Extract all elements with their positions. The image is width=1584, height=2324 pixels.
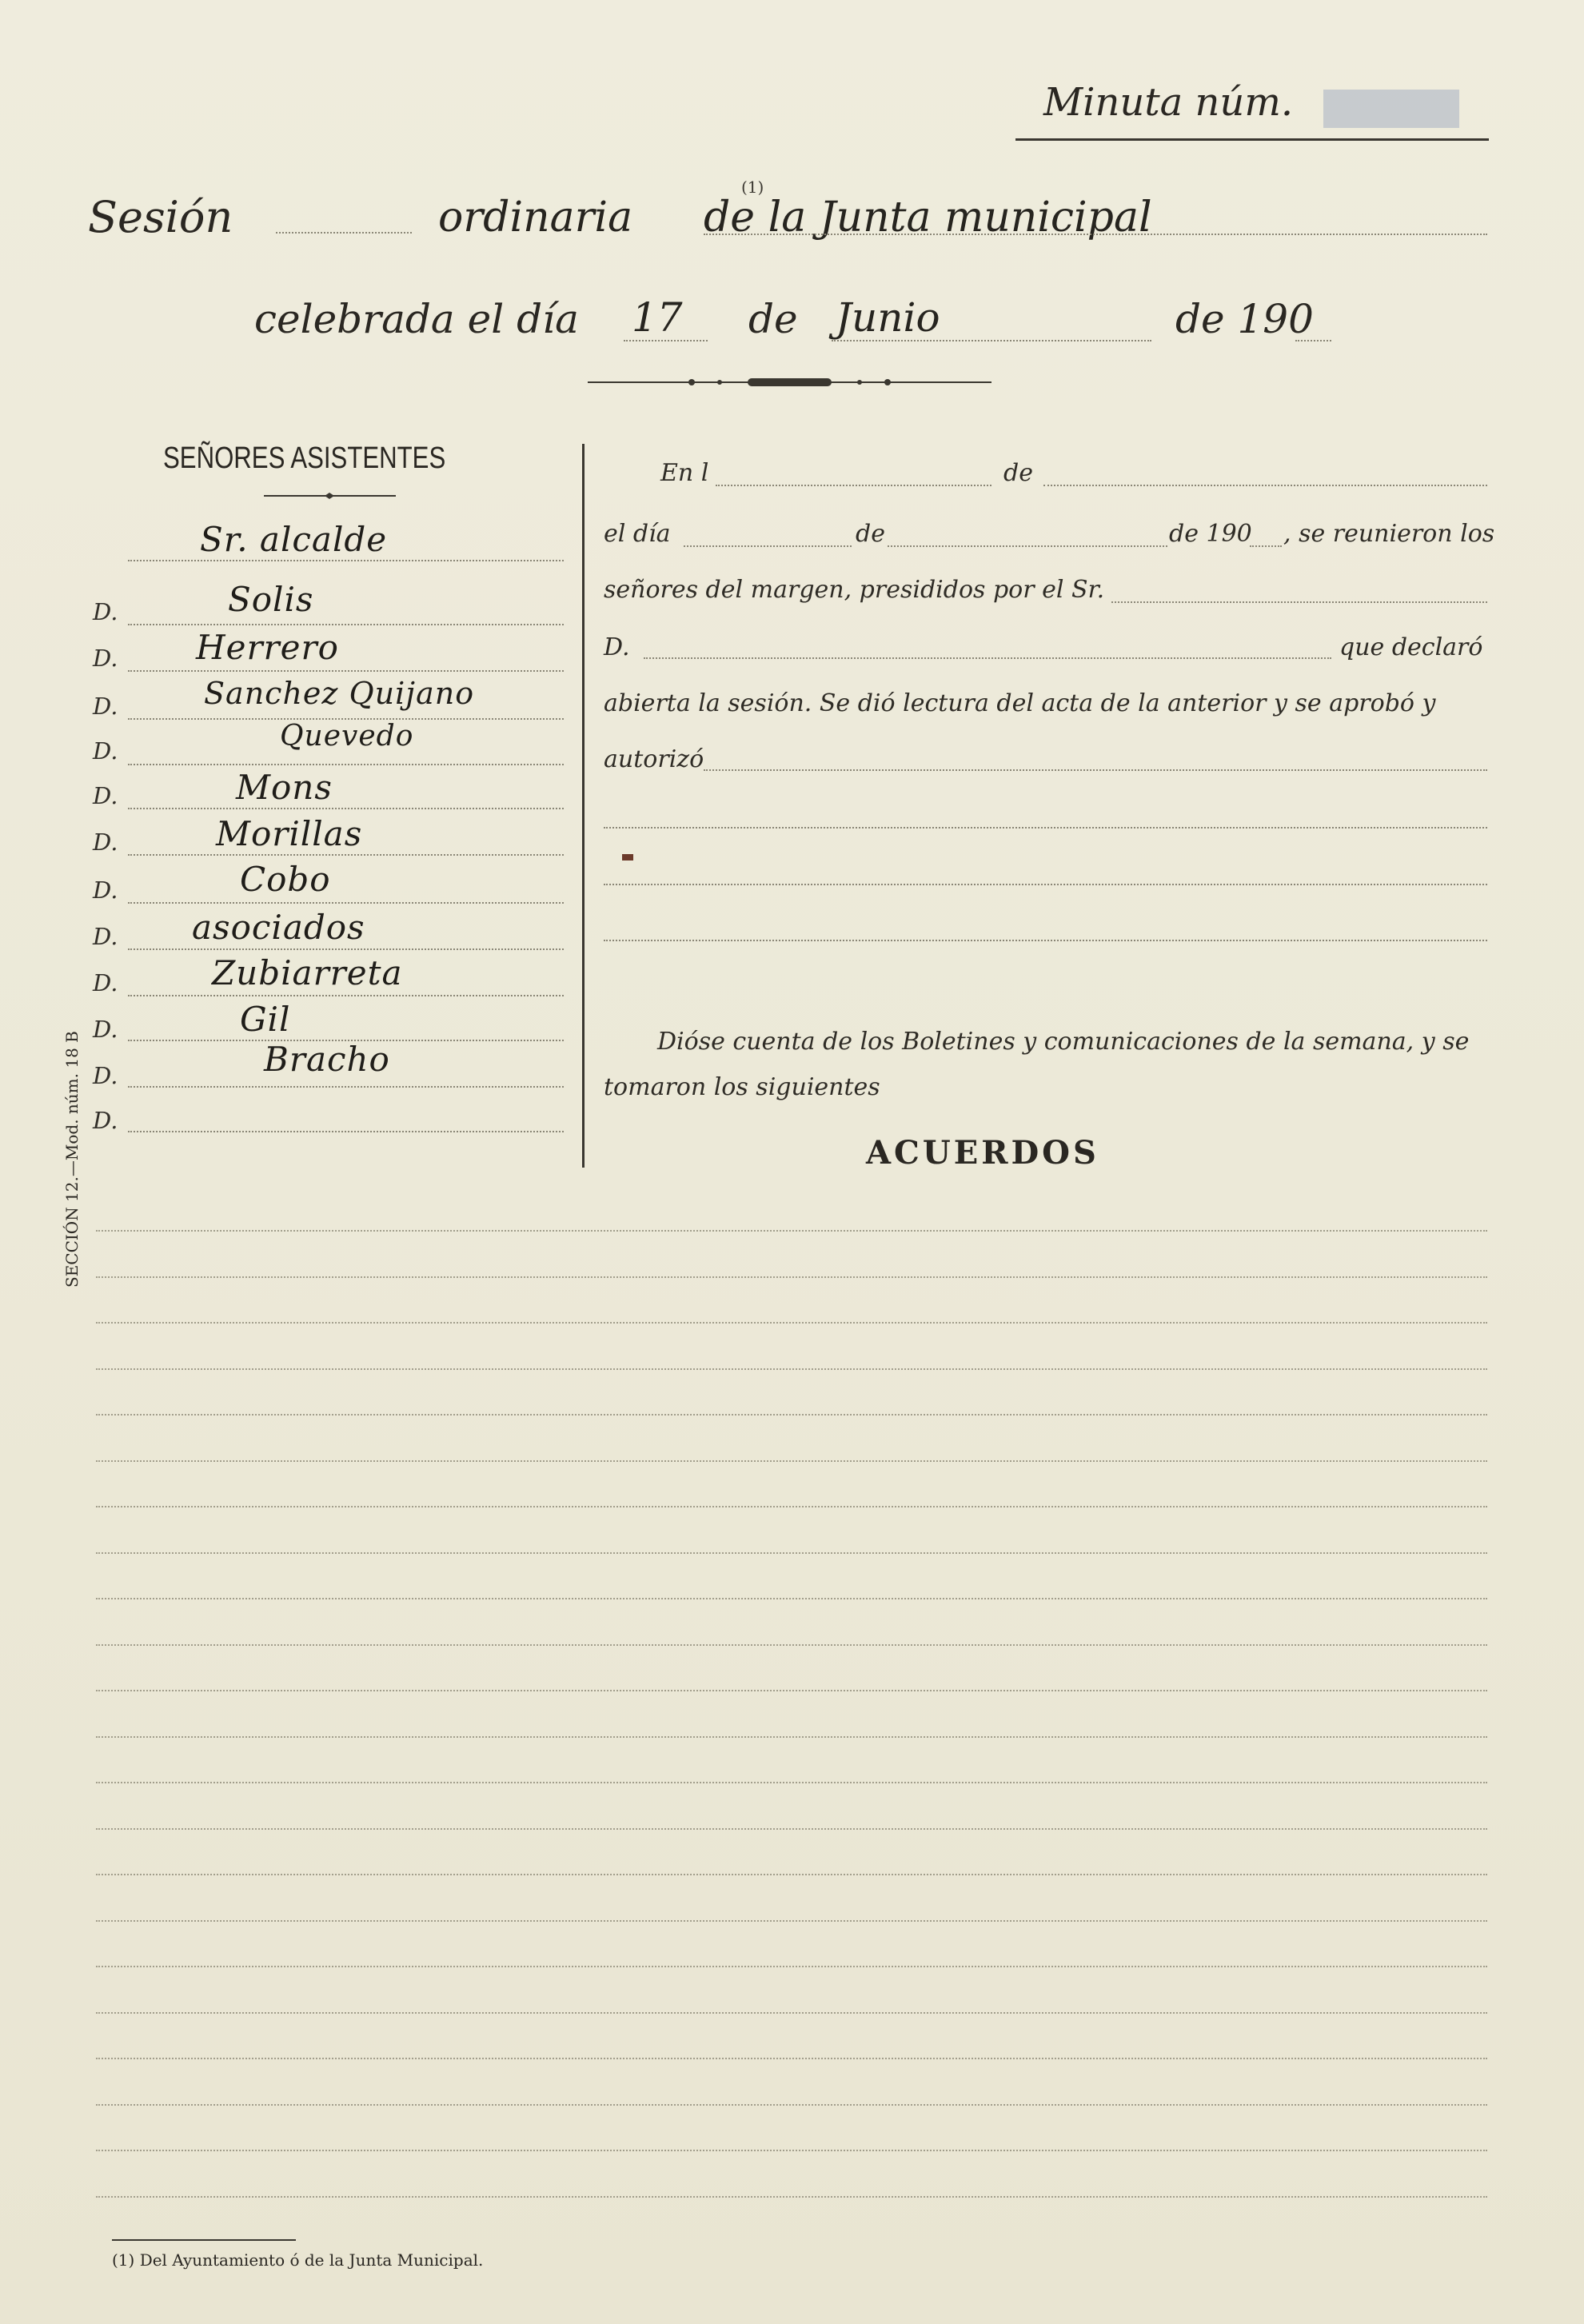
attendee-prefix: D.: [93, 1062, 118, 1089]
celebrated-label: celebrada el día: [254, 296, 579, 342]
ruled-line: [96, 2150, 1487, 2151]
blank-dotline: [604, 884, 1487, 885]
attendee-name: Quevedo: [280, 720, 414, 753]
ruled-line: [96, 1920, 1487, 1922]
en-dotline: [716, 485, 991, 486]
footnote-marker: (1): [741, 178, 764, 197]
declaro-text: que declaró: [1339, 633, 1483, 661]
ruled-line: [96, 1782, 1487, 1783]
footnote-rule: [112, 2239, 296, 2241]
attendee-name: Sanchez Quijano: [204, 676, 475, 711]
attendee-prefix: D.: [93, 923, 118, 950]
session-month: Junio: [836, 294, 940, 341]
attendee-prefix: D.: [93, 876, 118, 904]
blank-dotline: [604, 940, 1487, 941]
year-label-2: de 190: [1169, 520, 1252, 548]
ruled-line: [96, 1552, 1487, 1554]
ruled-line: [96, 1460, 1487, 1462]
attendees-heading: SEÑORES ASISTENTES: [163, 441, 446, 475]
diose-line: Dióse cuenta de los Boletines y comunicaciones de la semana, y se: [657, 1028, 1470, 1056]
attendee-dotline: [128, 808, 564, 809]
ruled-line: [96, 1506, 1487, 1507]
attendee-prefix: D.: [93, 1107, 118, 1134]
tomaron-line: tomaron los siguientes: [604, 1073, 880, 1101]
ruled-line: [96, 2012, 1487, 2014]
attendee-dotline: [128, 854, 564, 856]
day-dotline: [624, 340, 708, 341]
session-title: Sesión: [88, 192, 233, 242]
attendee-dotline: [128, 948, 564, 950]
attendee-prefix: D.: [93, 829, 118, 856]
presiding-dotline: [128, 560, 564, 561]
year-dotline-2: [1250, 545, 1282, 547]
attendee-prefix: D.: [93, 1016, 118, 1043]
ruled-line: [96, 1368, 1487, 1370]
de-label: de: [748, 296, 798, 342]
margin-line: señores del margen, presididos por el Sr.: [604, 576, 1105, 604]
attendee-prefix: D.: [93, 782, 118, 809]
attendee-name: Zubiarreta: [212, 953, 403, 992]
session-body-dotline: [704, 234, 1487, 235]
en-label: En l: [660, 459, 709, 487]
ruled-line: [96, 2058, 1487, 2059]
footnote-text: (1) Del Ayuntamiento ó de la Junta Municipal.: [112, 2250, 484, 2270]
de-label: de: [1003, 459, 1033, 487]
attendee-name: Cobo: [240, 860, 331, 899]
session-body: de la Junta municipal: [704, 194, 1152, 242]
d-dotline: [644, 657, 1331, 659]
ruled-line: [96, 1322, 1487, 1324]
ruled-line: [96, 1644, 1487, 1646]
session-dotline: [276, 232, 412, 234]
attendee-name: Solis: [228, 580, 314, 619]
el-dia-dotline: [684, 545, 852, 547]
autorizo-text: autorizó: [604, 745, 704, 773]
minute-underline: [1015, 138, 1489, 141]
attendee-name: Bracho: [264, 1040, 390, 1079]
ruled-line: [96, 1230, 1487, 1232]
side-section-label: SECCIÓN 12.—Mod. núm. 18 B: [62, 1031, 82, 1288]
ruled-line: [96, 1828, 1487, 1830]
ruled-line: [96, 1690, 1487, 1691]
blank-dotline: [604, 827, 1487, 829]
attendee-dotline: [128, 995, 564, 996]
de-label-2: de: [856, 520, 885, 548]
attendee-dotline: [128, 764, 564, 765]
minute-number-label: Minuta núm.: [1043, 80, 1294, 125]
attendee-name: Gil: [240, 1000, 291, 1039]
attendee-prefix: D.: [93, 598, 118, 625]
attendee-prefix: D.: [93, 645, 118, 672]
attendee-prefix: D.: [93, 737, 118, 765]
abierta-line: abierta la sesión. Se dió lectura del acta de la anterior y se aprobó y: [604, 689, 1436, 717]
attendee-dotline: [128, 1086, 564, 1088]
attendee-name: Mons: [236, 768, 333, 807]
ruled-line: [96, 1276, 1487, 1278]
attendee-prefix: D.: [93, 969, 118, 996]
presiding-name: Sr. alcalde: [200, 520, 388, 559]
session-day: 17: [632, 294, 683, 341]
ruled-line: [96, 1598, 1487, 1599]
reunieron-text: , se reunieron los: [1283, 520, 1495, 548]
attendee-name: asociados: [192, 908, 365, 947]
ruled-line: [96, 2196, 1487, 2198]
de-dotline: [1043, 485, 1487, 486]
ink-mark: [622, 854, 633, 861]
ruled-line: [96, 1874, 1487, 1875]
autorizo-dotline: [704, 769, 1487, 771]
d-label-minutes: D.: [604, 633, 630, 661]
acuerdos-heading: ACUERDOS: [866, 1134, 1099, 1172]
attendee-dotline: [128, 902, 564, 904]
ruled-line: [96, 2104, 1487, 2106]
year-dotline: [1295, 340, 1331, 341]
el-dia-label: el día: [604, 520, 671, 548]
column-divider: [582, 444, 585, 1168]
attendee-dotline: [128, 670, 564, 672]
month-dotline-2: [888, 545, 1167, 547]
minute-number-stamp: [1323, 90, 1459, 128]
margin-dotline: [1111, 601, 1487, 603]
attendee-dotline: [128, 624, 564, 625]
attendee-name: Morillas: [216, 814, 363, 853]
attendee-prefix: D.: [93, 693, 118, 720]
attendee-dotline: [128, 1131, 564, 1132]
ornament-divider: [588, 374, 991, 390]
session-type: ordinaria: [438, 194, 633, 242]
ruled-line: [96, 1414, 1487, 1416]
attendees-heading-rule: [264, 488, 396, 496]
ruled-line: [96, 1736, 1487, 1738]
ruled-line: [96, 1966, 1487, 1967]
attendee-name: Herrero: [196, 628, 339, 667]
year-label: de 190: [1175, 296, 1314, 342]
month-dotline: [832, 340, 1151, 341]
